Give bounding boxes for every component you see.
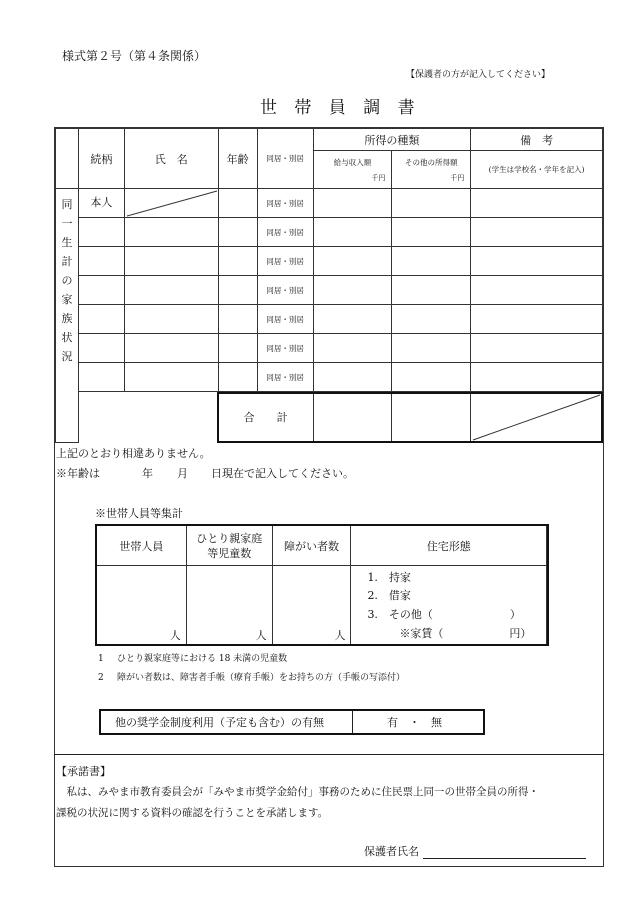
salary-cell[interactable]	[313, 218, 392, 247]
side-char: 族	[61, 312, 73, 325]
summary-table	[96, 525, 547, 646]
side-char: 家	[61, 293, 73, 306]
members-cell[interactable]	[97, 566, 187, 646]
unit-thousand: 千円	[450, 174, 465, 182]
self-name-cell	[124, 189, 218, 218]
side-char: 生	[61, 236, 73, 249]
scholarship-box	[99, 709, 485, 735]
other-income-cell[interactable]	[392, 189, 471, 218]
remarks-cell[interactable]	[471, 218, 603, 247]
footnote-2: 障がい者数は、障害者手帳（療育手帳）をお持ちの方（手帳の写添付）	[117, 673, 406, 683]
remarks-cell[interactable]	[471, 247, 603, 276]
name-cell[interactable]	[124, 334, 218, 363]
remarks-cell[interactable]	[471, 363, 603, 392]
age-cell[interactable]	[218, 363, 257, 392]
cohab-cell[interactable]: 同居・別居	[257, 247, 313, 276]
cohab-cell[interactable]: 同居・別居	[257, 305, 313, 334]
unit-person: 人	[169, 629, 181, 642]
header-remarks: 備 考	[471, 129, 603, 151]
side-char: 状	[61, 331, 73, 344]
remarks-cell[interactable]	[471, 334, 603, 363]
total-salary-cell[interactable]	[313, 392, 392, 443]
header-salary-label: 給与収入額	[333, 158, 372, 167]
age-cell[interactable]	[218, 305, 257, 334]
salary-cell[interactable]	[313, 334, 392, 363]
age-basis-day: 日現在で記入してください。	[211, 467, 354, 480]
relation-cell[interactable]	[78, 247, 124, 276]
age-basis-month: 月	[177, 467, 188, 480]
age-cell[interactable]	[218, 218, 257, 247]
relation-cell[interactable]	[78, 363, 124, 392]
household-table	[55, 128, 603, 443]
summary-h-disabled: 障がい者数	[272, 526, 351, 566]
header-remarks-note: (学生は学校名・学年を記入)	[471, 151, 603, 189]
housing-rent-amount: ※家賃（ 円）	[399, 627, 532, 640]
other-income-cell[interactable]	[392, 305, 471, 334]
form-number: 様式第２号（第４条関係）	[62, 49, 207, 63]
other-income-cell[interactable]	[392, 334, 471, 363]
total-label: 合 計	[218, 392, 313, 443]
housing-own[interactable]: 1. 持家	[367, 571, 411, 584]
relation-cell[interactable]	[78, 218, 124, 247]
relation-cell[interactable]	[78, 334, 124, 363]
side-blank	[56, 129, 79, 189]
self-relation: 本人	[78, 189, 124, 218]
salary-cell[interactable]	[313, 363, 392, 392]
footnote-2-num: 2	[98, 673, 104, 683]
consent-divider	[54, 754, 604, 755]
name-cell[interactable]	[124, 305, 218, 334]
summary-title: ※世帯人員等集計	[95, 507, 183, 520]
footnote-1-num: 1	[98, 654, 104, 664]
housing-other[interactable]: 3. その他（ ）	[367, 608, 521, 621]
side-char: 況	[61, 350, 73, 363]
total-other-cell[interactable]	[392, 392, 471, 443]
page-title: 世 帯 員 調 書	[260, 98, 421, 118]
age-basis-year: 年	[142, 467, 153, 480]
summary-h-single-parent-line1: ひとり親家庭	[196, 531, 263, 545]
unit-person: 人	[334, 629, 346, 642]
instruction-note: 【保護者の方が記入してください】	[406, 70, 551, 80]
name-cell[interactable]	[124, 247, 218, 276]
unit-person: 人	[255, 629, 267, 642]
summary-h-housing: 住宅形態	[351, 526, 547, 566]
relation-cell[interactable]	[78, 305, 124, 334]
age-cell[interactable]	[218, 276, 257, 305]
cohab-cell[interactable]: 同居・別居	[257, 276, 313, 305]
cohab-cell[interactable]: 同居・別居	[257, 334, 313, 363]
age-cell[interactable]	[218, 334, 257, 363]
name-cell[interactable]	[124, 276, 218, 305]
summary-h-members: 世帯人員	[97, 526, 187, 566]
age-cell[interactable]	[218, 247, 257, 276]
cohab-cell[interactable]: 同居・別居	[257, 189, 313, 218]
other-income-cell[interactable]	[392, 247, 471, 276]
age-cell[interactable]	[218, 189, 257, 218]
relation-cell[interactable]	[78, 276, 124, 305]
age-basis-prefix: ※年齢は	[56, 467, 100, 480]
consent-line-2: 課税の状況に関する資料の確認を行うことを承諾します。	[56, 807, 329, 819]
header-income-group: 所得の種類	[313, 129, 471, 151]
header-name: 氏 名	[124, 129, 218, 189]
remarks-cell[interactable]	[471, 305, 603, 334]
disabled-cell[interactable]	[272, 566, 351, 646]
scholarship-divider	[352, 711, 353, 733]
total-remarks-cell	[471, 392, 603, 443]
cohab-cell[interactable]: 同居・別居	[257, 218, 313, 247]
header-salary	[313, 151, 392, 189]
side-char: 一	[61, 217, 73, 230]
cohab-cell[interactable]: 同居・別居	[257, 363, 313, 392]
consent-line-1: 私は、みやま市教育委員会が「みやま市奨学金給付」事務のために住民票上同一の世帯全員の所得・	[56, 786, 539, 798]
side-char: の	[61, 274, 73, 287]
side-char: 計	[61, 255, 73, 268]
other-income-cell[interactable]	[392, 276, 471, 305]
signature-label: 保護者氏名	[364, 845, 419, 858]
housing-rent[interactable]: 2. 借家	[367, 589, 411, 602]
remarks-cell[interactable]	[471, 276, 603, 305]
scholarship-label: 他の奨学金制度利用（予定も含む）の有無	[115, 716, 324, 729]
side-label	[56, 189, 79, 443]
salary-cell[interactable]	[313, 276, 392, 305]
other-income-cell[interactable]	[392, 363, 471, 392]
remarks-cell[interactable]	[471, 189, 603, 218]
consent-heading: 【承諾書】	[56, 765, 111, 778]
total-blank	[78, 392, 218, 443]
salary-cell[interactable]	[313, 305, 392, 334]
scholarship-options[interactable]: 有 ・ 無	[387, 716, 442, 729]
side-char: 同	[61, 198, 73, 211]
header-other-income	[392, 151, 471, 189]
self-name-diagonal	[125, 189, 219, 218]
signature-line[interactable]	[423, 858, 586, 859]
housing-cell[interactable]	[351, 566, 547, 646]
header-cohab: 同居・別居	[257, 129, 313, 189]
name-cell[interactable]	[124, 363, 218, 392]
salary-cell[interactable]	[313, 247, 392, 276]
name-cell[interactable]	[124, 218, 218, 247]
salary-cell[interactable]	[313, 189, 392, 218]
footnote-1: ひとり親家庭等における 18 未満の児童数	[117, 654, 288, 664]
total-remarks-diagonal	[471, 392, 603, 443]
summary-h-single-parent-line2: 等児童数	[207, 546, 252, 560]
header-other-label: その他の所得額	[405, 158, 458, 167]
other-income-cell[interactable]	[392, 218, 471, 247]
header-age: 年齢	[218, 129, 257, 189]
unit-thousand: 千円	[371, 174, 386, 182]
header-relation: 続柄	[78, 129, 124, 189]
single-parent-cell[interactable]	[186, 566, 272, 646]
summary-h-single-parent	[186, 526, 272, 566]
statement-confirm: 上記のとおり相違ありません。	[56, 447, 211, 460]
